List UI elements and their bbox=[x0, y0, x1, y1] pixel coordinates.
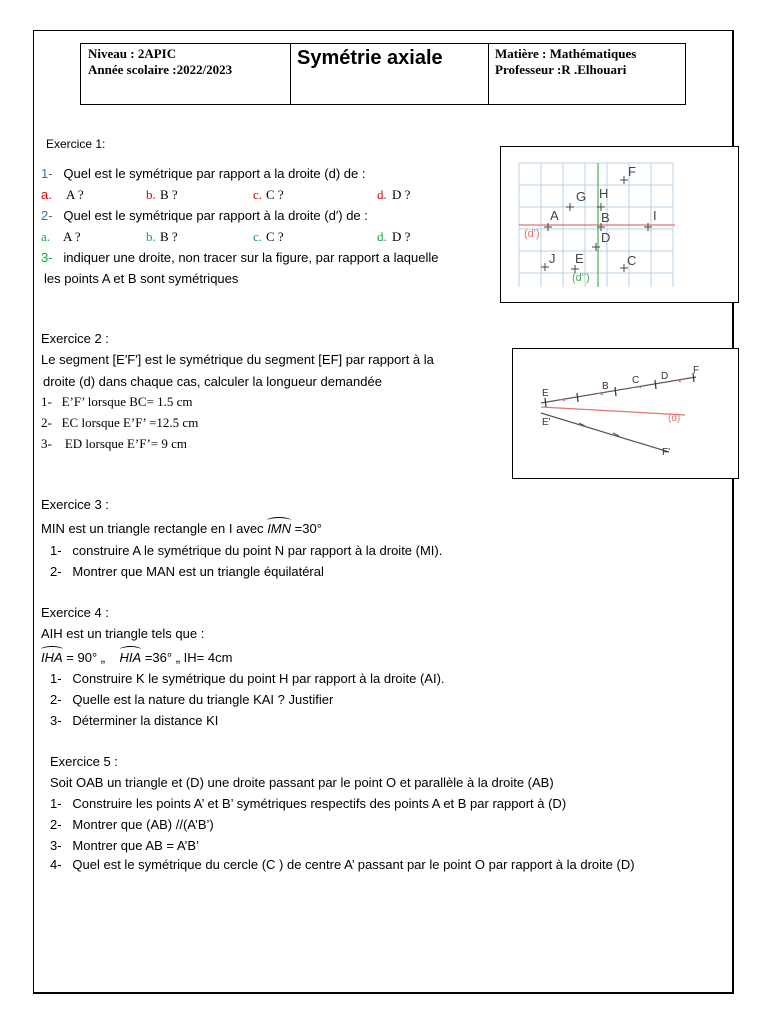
ex4-given-angles bbox=[41, 650, 232, 665]
point-label-E: E bbox=[542, 388, 549, 399]
ex1-q3-number: 3- bbox=[41, 250, 53, 265]
ex1-q3-text-continued: les points A et B sont symétriques bbox=[44, 271, 239, 286]
ex5-item-text: Montrer que AB = A’B’ bbox=[72, 838, 199, 853]
ex5-item-number: 2- bbox=[50, 817, 62, 832]
ex1-q3-text: indiquer une droite, non tracer sur la figure, par rapport a laquelle bbox=[63, 250, 439, 265]
ex4-item-number: 2- bbox=[50, 692, 62, 707]
ex1-row-1 bbox=[41, 187, 52, 202]
ex4-item-number: 1- bbox=[50, 671, 62, 686]
ex5-item-4 bbox=[50, 857, 635, 872]
angle-IMN: IMN bbox=[267, 521, 292, 536]
line-label-d-prime: (d') bbox=[524, 228, 540, 240]
ex3-intro-text: MIN est un triangle rectangle en I avec bbox=[41, 521, 268, 536]
line-d bbox=[541, 407, 685, 415]
ex2-item-number: 3- bbox=[41, 436, 52, 451]
ex2-item-text: EC lorsque E’F’ =12.5 cm bbox=[61, 415, 199, 430]
point-label-B: B bbox=[602, 381, 609, 392]
page-title: Symétrie axiale bbox=[297, 47, 443, 69]
ex2-item-3 bbox=[41, 436, 187, 452]
option-letter-c: c. bbox=[253, 187, 263, 202]
exercise-3-title: Exercice 3 : bbox=[41, 497, 109, 512]
ex5-intro: Soit OAB un triangle et (D) une droite passant par le point O et parallèle à la droite (AB) bbox=[50, 775, 554, 790]
option-letter-b: b. bbox=[146, 229, 156, 244]
ex4-item-2 bbox=[50, 692, 333, 707]
point-label-G: G bbox=[576, 189, 587, 204]
grid-figure-svg bbox=[501, 147, 738, 302]
point-label-H: H bbox=[599, 186, 609, 201]
ex1-q2-number: 2- bbox=[41, 208, 53, 223]
segment-EF bbox=[541, 377, 696, 403]
subject-text: Matière : Mathématiques bbox=[495, 46, 637, 61]
school-year-text: Année scolaire :2022/2023 bbox=[88, 62, 233, 77]
ex4-angle1-value: = 90° „ bbox=[62, 650, 106, 665]
ex1-question-3 bbox=[41, 250, 438, 265]
option-letter-c: c. bbox=[253, 229, 263, 244]
ex3-item-number: 1- bbox=[50, 543, 62, 558]
ex4-item-1 bbox=[50, 671, 445, 686]
level-text: Niveau : 2APIC bbox=[88, 46, 177, 61]
point-label-C: C bbox=[632, 375, 640, 386]
header-cell-subject bbox=[488, 43, 686, 105]
ex5-item-number: 1- bbox=[50, 796, 62, 811]
segment-EprimeFprime bbox=[541, 413, 669, 452]
point-label-C: C bbox=[627, 253, 637, 268]
ex1-q1-text: Quel est le symétrique par rapport a la droite (d) de : bbox=[63, 166, 366, 181]
ex3-item-text: construire A le symétrique du point N par rapport à la droite (MI). bbox=[72, 543, 443, 558]
figure-grid-symmetry bbox=[500, 146, 739, 303]
point-label-A: A bbox=[550, 208, 559, 223]
option-letter-d: d. bbox=[377, 187, 387, 202]
ex1-row1-C: C ? bbox=[266, 187, 284, 202]
ex5-item-2 bbox=[50, 817, 214, 832]
option-letter-d: d. bbox=[377, 229, 387, 244]
point-label-I: I bbox=[653, 208, 657, 223]
ex2-item-number: 2- bbox=[41, 415, 52, 430]
ex2-intro-line-1: Le segment [E′F′] est le symétrique du segment [EF] par rapport à la bbox=[41, 352, 434, 367]
ex1-row1-D: D ? bbox=[392, 187, 411, 202]
ex2-item-number: 1- bbox=[41, 394, 52, 409]
ex1-question-1 bbox=[41, 166, 365, 181]
point-label-F: F bbox=[628, 164, 636, 179]
point-label-J: J bbox=[549, 251, 556, 266]
point-label-Eprime: E' bbox=[542, 417, 551, 428]
ex2-item-text: E’F’ lorsque BC= 1.5 cm bbox=[61, 394, 193, 409]
ex4-item-number: 3- bbox=[50, 713, 62, 728]
ex1-q1-number: 1- bbox=[41, 166, 53, 181]
exercise-1-title: Exercice 1: bbox=[46, 137, 106, 151]
ex5-item-text: Montrer que (AB) //(A’B’) bbox=[72, 817, 214, 832]
ex3-item-text: Montrer que MAN est un triangle équilatéral bbox=[72, 564, 324, 579]
point-label-B: B bbox=[601, 210, 610, 225]
point-label-E: E bbox=[575, 251, 584, 266]
ex1-row2-C: C ? bbox=[266, 229, 284, 244]
line-label-d-double-prime: (d'') bbox=[572, 272, 590, 284]
teacher-text: Professeur :R .Elhouari bbox=[495, 62, 627, 77]
point-label-D: D bbox=[661, 371, 669, 382]
option-letter-a: a. bbox=[41, 187, 52, 202]
ex2-item-2 bbox=[41, 415, 198, 431]
exercise-2-title: Exercice 2 : bbox=[41, 331, 109, 346]
ex4-intro: AIH est un triangle tels que : bbox=[41, 626, 205, 641]
header-cell-title bbox=[290, 43, 489, 105]
ex1-row2-D: D ? bbox=[392, 229, 411, 244]
exercise-5-title: Exercice 5 : bbox=[50, 754, 118, 769]
ex4-item-3 bbox=[50, 713, 218, 728]
ex3-item-1 bbox=[50, 543, 442, 558]
ex5-item-number: 3- bbox=[50, 838, 62, 853]
ex5-item-3 bbox=[50, 838, 199, 853]
ex3-intro bbox=[41, 521, 322, 536]
ex4-angle2-value: =36° „ IH= 4cm bbox=[141, 650, 233, 665]
option-letter-a: a. bbox=[41, 229, 51, 244]
ex1-question-2 bbox=[41, 208, 368, 223]
ex5-item-1 bbox=[50, 796, 566, 811]
ex2-intro-line-2: droite (d) dans chaque cas, calculer la longueur demandée bbox=[43, 374, 382, 389]
ex1-row1-B: B ? bbox=[160, 187, 178, 202]
ex5-item-text: Quel est le symétrique du cercle (C ) de centre A’ passant par le point O par rapport à la droite (D) bbox=[72, 857, 635, 872]
angle-HIA: HIA bbox=[119, 650, 142, 665]
ex3-angle-value: =30° bbox=[291, 521, 322, 536]
ex2-item-1 bbox=[41, 394, 193, 410]
point-label-F: F bbox=[693, 365, 700, 376]
segment-figure-svg bbox=[513, 349, 738, 478]
ex1-q2-text: Quel est le symétrique par rapport à la droite (d′) de : bbox=[63, 208, 368, 223]
ex1-row2-B: B ? bbox=[160, 229, 178, 244]
ex4-item-text: Déterminer la distance KI bbox=[72, 713, 219, 728]
angle-IHA: IHA bbox=[41, 650, 63, 665]
header-cell-level bbox=[80, 43, 291, 105]
ex4-item-text: Quelle est la nature du triangle KAI ? Justifier bbox=[72, 692, 334, 707]
ex1-row2-A: A ? bbox=[63, 229, 81, 244]
ex2-item-text: ED lorsque E’F’= 9 cm bbox=[64, 436, 187, 451]
line-label-d: (d) bbox=[668, 413, 681, 424]
option-letter-b: b. bbox=[146, 187, 156, 202]
ex4-item-text: Construire K le symétrique du point H par rapport à la droite (AI). bbox=[72, 671, 445, 686]
exercise-4-title: Exercice 4 : bbox=[41, 605, 109, 620]
figure-segment-symmetry bbox=[512, 348, 739, 479]
point-label-D: D bbox=[601, 230, 611, 245]
ex3-item-number: 2- bbox=[50, 564, 62, 579]
ex1-row1-A: A ? bbox=[66, 187, 84, 202]
point-label-Fprime: F' bbox=[662, 447, 671, 458]
ex3-item-2 bbox=[50, 564, 324, 579]
ex5-item-text: Construire les points A’ et B’ symétriques respectifs des points A et B par rapport à (D) bbox=[72, 796, 567, 811]
ex5-item-number: 4- bbox=[50, 857, 62, 872]
